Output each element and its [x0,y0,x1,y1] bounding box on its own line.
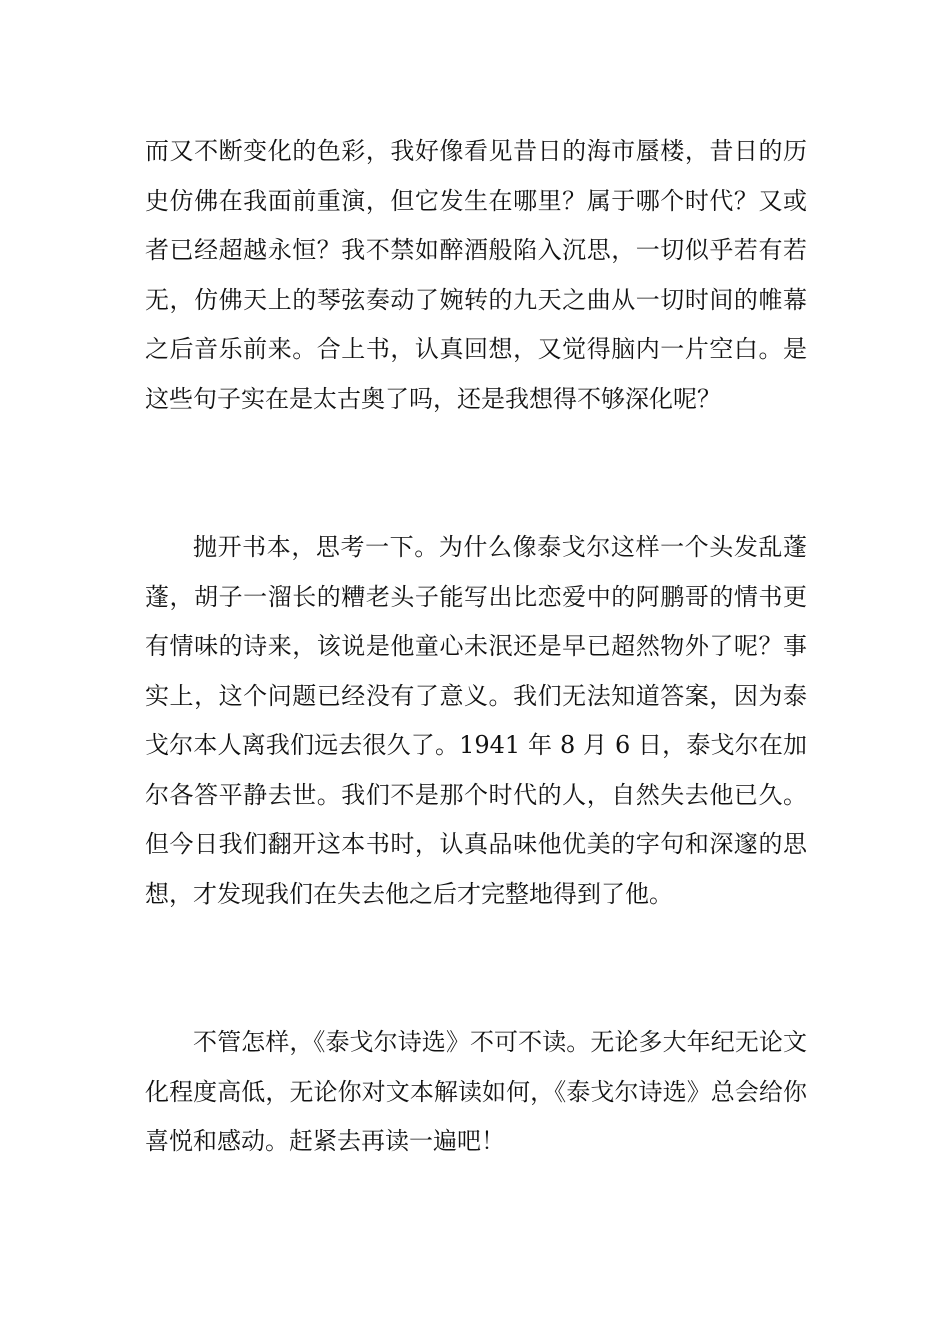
paragraph-gap [145,474,807,524]
paragraph-gap [145,969,807,1019]
paragraph-gap [145,919,807,969]
paragraph-reflection: 抛开书本，思考一下。为什么像泰戈尔这样一个头发乱蓬蓬，胡子一溜长的糟老头子能写出比恋爱中的阿鹏哥的情书更有情味的诗来，该说是他童心未泯还是早已超然物外了呢？事实上，这个问题已经没有了意义。我们无法知道答案，因为泰戈尔本人离我们远去很久了。1941 年 8 月 6 日，泰戈尔在加尔各答平静去世。我们不是那个时代的人，自然失去他已久。但今日我们翻开这本书时，认真品味他优美的字句和深邃的思想，才发现我们在失去他之后才完整地得到了他。 [145,533,807,908]
paragraph-continuation: 而又不断变化的色彩，我好像看见昔日的海市蜃楼，昔日的历史仿佛在我面前重演，但它发生在哪里？属于哪个时代？又或者已经超越永恒？我不禁如醉酒般陷入沉思，一切似乎若有若无，仿佛天上的琴弦奏动了婉转的九天之曲从一切时间的帷幕之后音乐前来。合上书，认真回想，又觉得脑内一片空白。是这些句子实在是太古奥了吗，还是我想得不够深化呢？ [145,137,807,413]
paragraph-gap [145,424,807,474]
paragraph-conclusion: 不管怎样，《泰戈尔诗选》不可不读。无论多大年纪无论文化程度高低，无论你对文本解读如何，《泰戈尔诗选》总会给你喜悦和感动。赶紧去再读一遍吧！ [145,1028,807,1155]
document-body [145,127,807,1167]
